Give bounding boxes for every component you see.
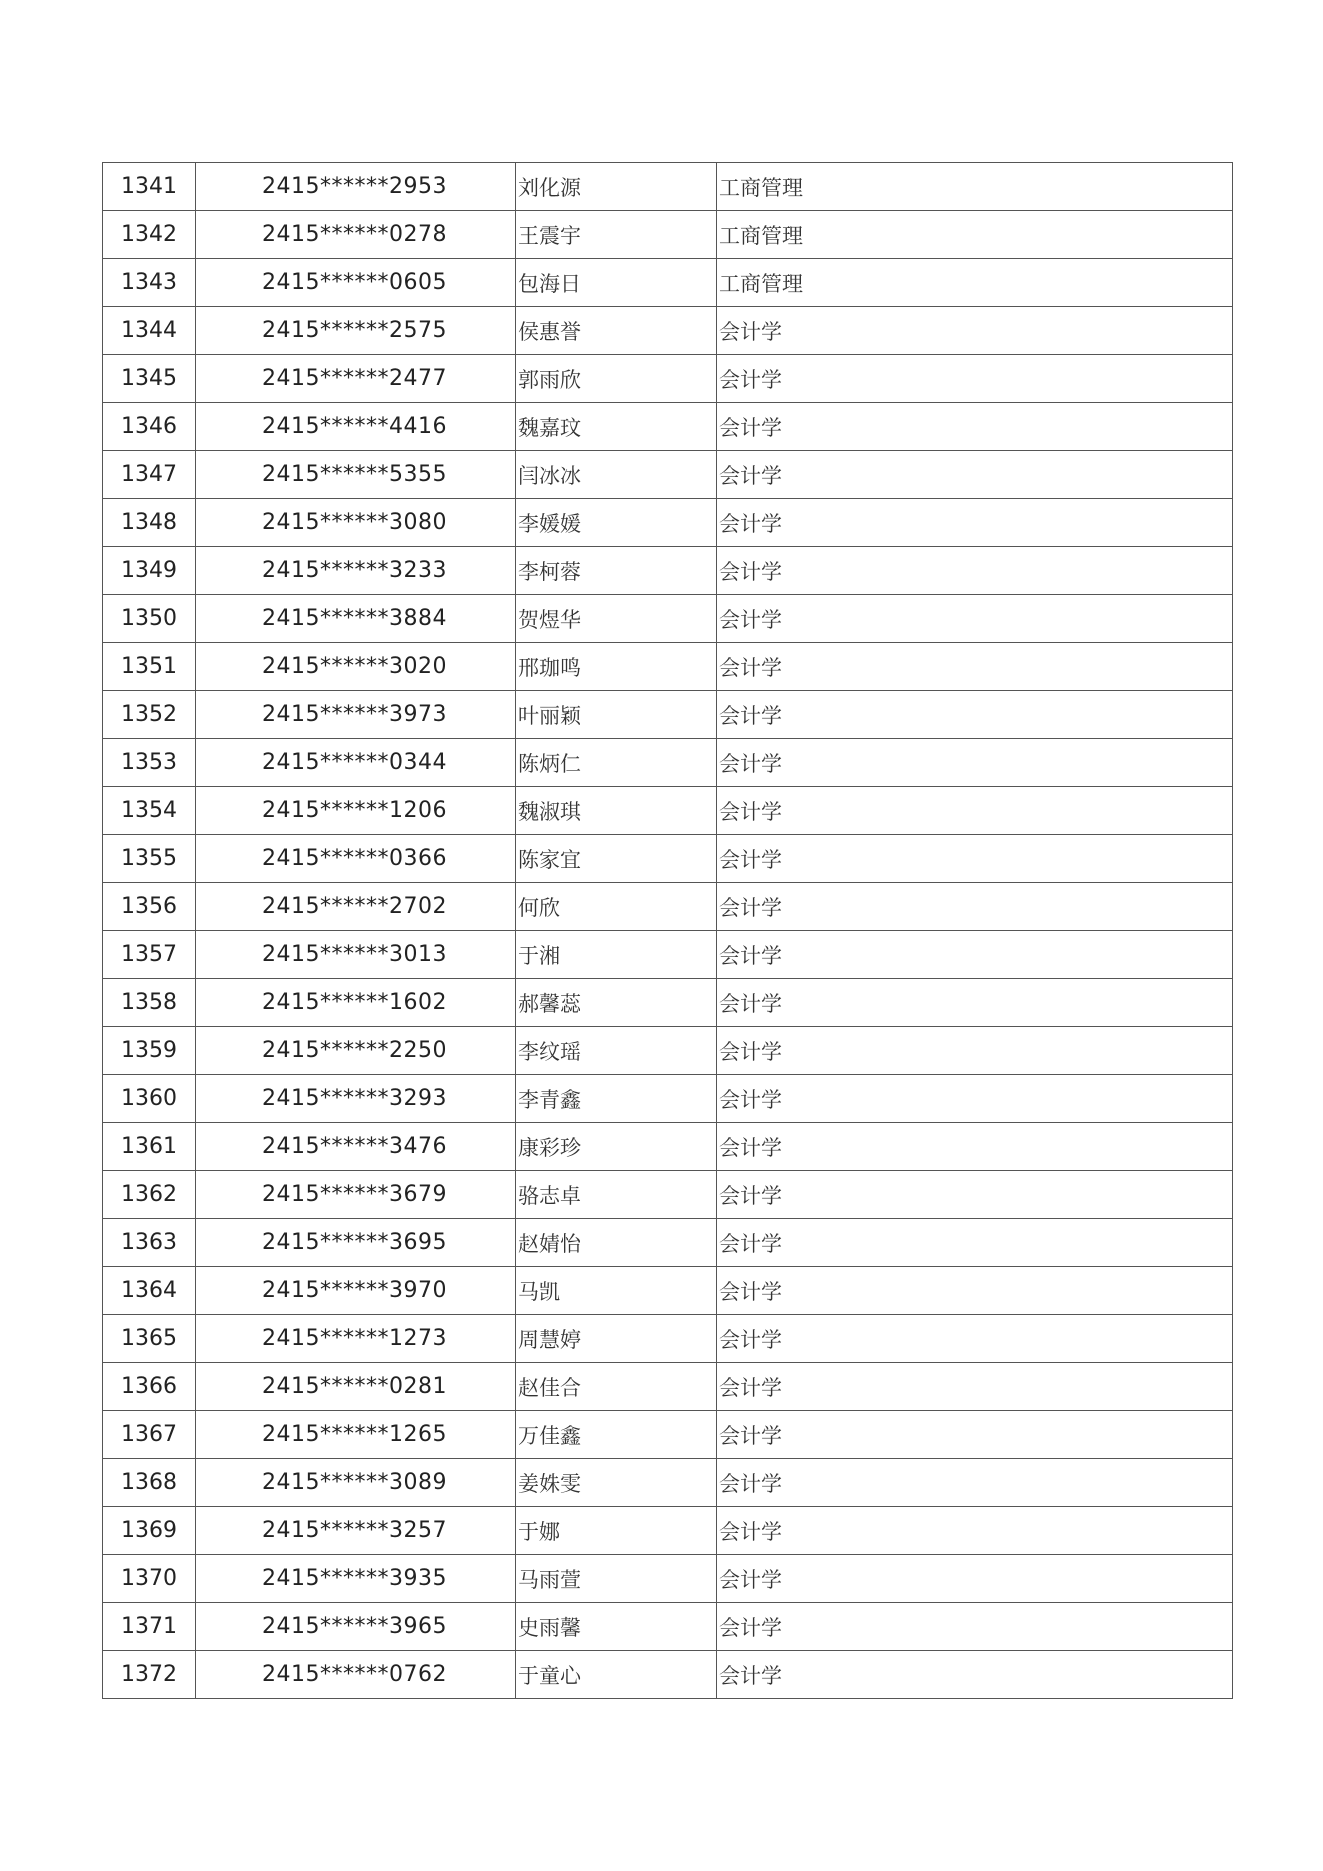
table-row	[103, 1315, 1233, 1363]
row-index-cell: 1367	[103, 1411, 196, 1459]
student-name-cell: 陈炳仁	[516, 739, 717, 787]
student-id-cell: 2415******3080	[196, 499, 516, 547]
table-row	[103, 931, 1233, 979]
student-name-cell: 魏嘉玟	[516, 403, 717, 451]
row-index-cell: 1343	[103, 259, 196, 307]
student-name-cell: 万佳鑫	[516, 1411, 717, 1459]
table-row	[103, 1603, 1233, 1651]
row-index-cell: 1353	[103, 739, 196, 787]
row-index-cell: 1358	[103, 979, 196, 1027]
student-name-cell: 康彩珍	[516, 1123, 717, 1171]
student-name-cell: 周慧婷	[516, 1315, 717, 1363]
row-index-cell: 1341	[103, 163, 196, 211]
major-cell: 会计学	[717, 1267, 1233, 1315]
table-row	[103, 835, 1233, 883]
student-name-cell: 于娜	[516, 1507, 717, 1555]
major-cell: 会计学	[717, 1123, 1233, 1171]
table-row	[103, 307, 1233, 355]
row-index-cell: 1350	[103, 595, 196, 643]
row-index-cell: 1342	[103, 211, 196, 259]
row-index-cell: 1368	[103, 1459, 196, 1507]
student-name-cell: 李纹瑶	[516, 1027, 717, 1075]
student-id-cell: 2415******5355	[196, 451, 516, 499]
table-row	[103, 1651, 1233, 1699]
major-cell: 会计学	[717, 979, 1233, 1027]
table-row	[103, 1555, 1233, 1603]
table-row	[103, 211, 1233, 259]
student-id-cell: 2415******1602	[196, 979, 516, 1027]
table-row	[103, 163, 1233, 211]
student-name-cell: 闫冰冰	[516, 451, 717, 499]
major-cell: 会计学	[717, 1027, 1233, 1075]
major-cell: 会计学	[717, 451, 1233, 499]
table-row	[103, 1411, 1233, 1459]
row-index-cell: 1359	[103, 1027, 196, 1075]
table-row	[103, 259, 1233, 307]
student-id-cell: 2415******3973	[196, 691, 516, 739]
row-index-cell: 1360	[103, 1075, 196, 1123]
major-cell: 会计学	[717, 883, 1233, 931]
major-cell: 会计学	[717, 355, 1233, 403]
student-name-cell: 王震宇	[516, 211, 717, 259]
student-name-cell: 史雨馨	[516, 1603, 717, 1651]
student-name-cell: 邢珈鸣	[516, 643, 717, 691]
major-cell: 会计学	[717, 787, 1233, 835]
student-name-cell: 刘化源	[516, 163, 717, 211]
student-id-cell: 2415******3884	[196, 595, 516, 643]
row-index-cell: 1357	[103, 931, 196, 979]
table-row	[103, 787, 1233, 835]
student-name-cell: 李媛媛	[516, 499, 717, 547]
student-id-cell: 2415******0344	[196, 739, 516, 787]
table-row	[103, 1171, 1233, 1219]
row-index-cell: 1345	[103, 355, 196, 403]
table-row	[103, 739, 1233, 787]
student-name-cell: 姜姝雯	[516, 1459, 717, 1507]
table-row	[103, 595, 1233, 643]
major-cell: 会计学	[717, 1651, 1233, 1699]
major-cell: 工商管理	[717, 259, 1233, 307]
table-row	[103, 1459, 1233, 1507]
student-id-cell: 2415******0281	[196, 1363, 516, 1411]
row-index-cell: 1354	[103, 787, 196, 835]
student-id-cell: 2415******0762	[196, 1651, 516, 1699]
table-row	[103, 1027, 1233, 1075]
major-cell: 工商管理	[717, 211, 1233, 259]
row-index-cell: 1352	[103, 691, 196, 739]
student-name-cell: 包海日	[516, 259, 717, 307]
student-id-cell: 2415******3679	[196, 1171, 516, 1219]
student-id-cell: 2415******2575	[196, 307, 516, 355]
table-row	[103, 355, 1233, 403]
student-id-cell: 2415******2250	[196, 1027, 516, 1075]
student-id-cell: 2415******3695	[196, 1219, 516, 1267]
student-id-cell: 2415******3476	[196, 1123, 516, 1171]
major-cell: 会计学	[717, 1603, 1233, 1651]
student-name-cell: 马雨萱	[516, 1555, 717, 1603]
table-row	[103, 1267, 1233, 1315]
major-cell: 会计学	[717, 739, 1233, 787]
row-index-cell: 1364	[103, 1267, 196, 1315]
student-id-cell: 2415******3257	[196, 1507, 516, 1555]
row-index-cell: 1370	[103, 1555, 196, 1603]
student-id-cell: 2415******3089	[196, 1459, 516, 1507]
table-row	[103, 979, 1233, 1027]
row-index-cell: 1361	[103, 1123, 196, 1171]
table-row	[103, 1219, 1233, 1267]
major-cell: 会计学	[717, 1075, 1233, 1123]
student-id-cell: 2415******0366	[196, 835, 516, 883]
student-name-cell: 陈家宜	[516, 835, 717, 883]
student-id-cell: 2415******0278	[196, 211, 516, 259]
student-id-cell: 2415******3970	[196, 1267, 516, 1315]
student-name-cell: 贺煜华	[516, 595, 717, 643]
table-row	[103, 643, 1233, 691]
student-roster-table	[102, 162, 1233, 1699]
major-cell: 会计学	[717, 307, 1233, 355]
major-cell: 会计学	[717, 595, 1233, 643]
table-row	[103, 691, 1233, 739]
major-cell: 会计学	[717, 691, 1233, 739]
table-row	[103, 403, 1233, 451]
major-cell: 会计学	[717, 931, 1233, 979]
student-name-cell: 李青鑫	[516, 1075, 717, 1123]
major-cell: 会计学	[717, 403, 1233, 451]
row-index-cell: 1372	[103, 1651, 196, 1699]
student-id-cell: 2415******1273	[196, 1315, 516, 1363]
table-row	[103, 1075, 1233, 1123]
major-cell: 会计学	[717, 1315, 1233, 1363]
student-id-cell: 2415******2477	[196, 355, 516, 403]
row-index-cell: 1344	[103, 307, 196, 355]
row-index-cell: 1355	[103, 835, 196, 883]
row-index-cell: 1346	[103, 403, 196, 451]
student-id-cell: 2415******3965	[196, 1603, 516, 1651]
table-row	[103, 1363, 1233, 1411]
student-name-cell: 马凯	[516, 1267, 717, 1315]
table-row	[103, 451, 1233, 499]
row-index-cell: 1369	[103, 1507, 196, 1555]
major-cell: 会计学	[717, 547, 1233, 595]
student-name-cell: 郭雨欣	[516, 355, 717, 403]
table-row	[103, 547, 1233, 595]
student-id-cell: 2415******1265	[196, 1411, 516, 1459]
major-cell: 会计学	[717, 1171, 1233, 1219]
major-cell: 会计学	[717, 835, 1233, 883]
student-name-cell: 于湘	[516, 931, 717, 979]
table-row	[103, 499, 1233, 547]
major-cell: 会计学	[717, 1459, 1233, 1507]
student-name-cell: 魏淑琪	[516, 787, 717, 835]
major-cell: 会计学	[717, 1555, 1233, 1603]
major-cell: 会计学	[717, 1363, 1233, 1411]
row-index-cell: 1349	[103, 547, 196, 595]
major-cell: 工商管理	[717, 163, 1233, 211]
table-row	[103, 883, 1233, 931]
major-cell: 会计学	[717, 1411, 1233, 1459]
student-id-cell: 2415******3020	[196, 643, 516, 691]
student-name-cell: 赵婧怡	[516, 1219, 717, 1267]
major-cell: 会计学	[717, 1507, 1233, 1555]
student-name-cell: 赵佳合	[516, 1363, 717, 1411]
student-name-cell: 郝馨蕊	[516, 979, 717, 1027]
student-name-cell: 李柯蓉	[516, 547, 717, 595]
row-index-cell: 1371	[103, 1603, 196, 1651]
student-id-cell: 2415******0605	[196, 259, 516, 307]
student-id-cell: 2415******2953	[196, 163, 516, 211]
student-name-cell: 于童心	[516, 1651, 717, 1699]
row-index-cell: 1347	[103, 451, 196, 499]
row-index-cell: 1365	[103, 1315, 196, 1363]
student-id-cell: 2415******4416	[196, 403, 516, 451]
row-index-cell: 1348	[103, 499, 196, 547]
student-id-cell: 2415******3935	[196, 1555, 516, 1603]
student-id-cell: 2415******2702	[196, 883, 516, 931]
row-index-cell: 1356	[103, 883, 196, 931]
row-index-cell: 1363	[103, 1219, 196, 1267]
major-cell: 会计学	[717, 643, 1233, 691]
student-id-cell: 2415******3293	[196, 1075, 516, 1123]
student-id-cell: 2415******3233	[196, 547, 516, 595]
row-index-cell: 1362	[103, 1171, 196, 1219]
roster-body	[103, 163, 1233, 1699]
table-row	[103, 1507, 1233, 1555]
major-cell: 会计学	[717, 1219, 1233, 1267]
table-row	[103, 1123, 1233, 1171]
major-cell: 会计学	[717, 499, 1233, 547]
student-name-cell: 侯惠誉	[516, 307, 717, 355]
student-id-cell: 2415******3013	[196, 931, 516, 979]
student-id-cell: 2415******1206	[196, 787, 516, 835]
row-index-cell: 1351	[103, 643, 196, 691]
row-index-cell: 1366	[103, 1363, 196, 1411]
student-name-cell: 骆志卓	[516, 1171, 717, 1219]
student-name-cell: 何欣	[516, 883, 717, 931]
student-name-cell: 叶丽颖	[516, 691, 717, 739]
